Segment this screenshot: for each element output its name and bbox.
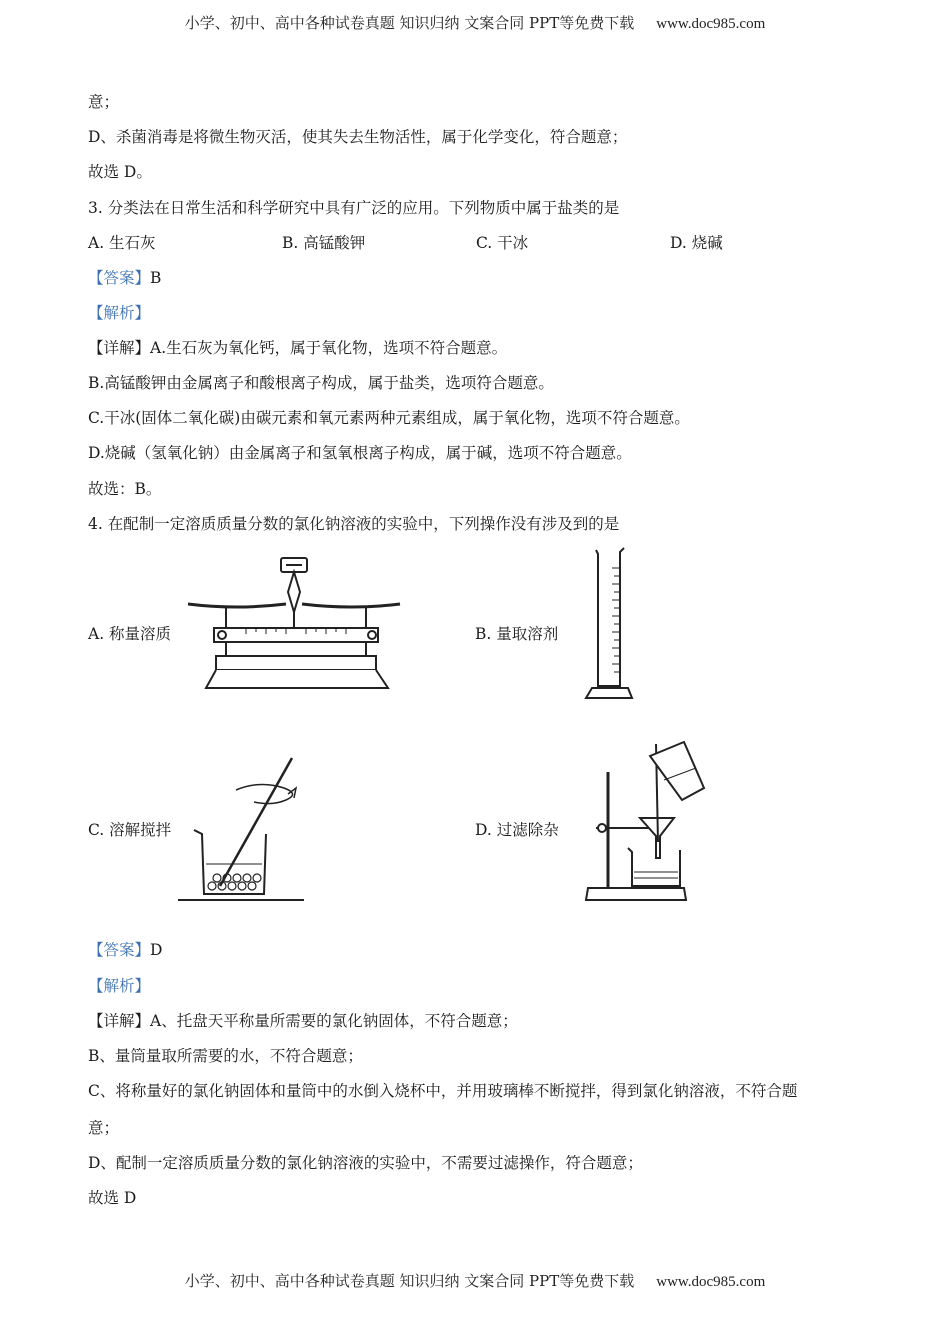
q3-option-c: C. 干冰 (476, 234, 529, 252)
question-3: 3. 分类法在日常生活和科学研究中具有广泛的应用。下列物质中属于盐类的是 (88, 199, 620, 217)
footer-title: 小学、初中、高中各种试卷真题 知识归纳 文案合同 PPT等免费下载 (184, 1272, 635, 1290)
page-header (0, 12, 950, 33)
question-4: 4. 在配制一定溶质质量分数的氯化钠溶液的实验中，下列操作没有涉及到的是 (88, 515, 620, 533)
detail-line: 故选：B。 (88, 480, 162, 498)
detail-line: C.干冰(固体二氧化碳)由碳元素和氧元素两种元素组成，属于氧化物，选项不符合题意。 (88, 409, 690, 427)
balance-icon (186, 552, 406, 697)
q4-option-b: B. 量取溶剂 (475, 625, 559, 643)
text-line: 意； (88, 93, 120, 111)
detail-line: B.高锰酸钾由金属离子和酸根离子构成，属于盐类，选项符合题意。 (88, 374, 554, 392)
detail-line: 意； (88, 1119, 120, 1137)
filtration-apparatus-icon (584, 738, 724, 906)
header-title: 小学、初中、高中各种试卷真题 知识归纳 文案合同 PPT等免费下载 (184, 14, 635, 32)
q3-option-d: D. 烧碱 (670, 234, 723, 252)
q4-option-a: A. 称量溶质 (88, 625, 172, 643)
q3-option-b: B. 高锰酸钾 (282, 234, 366, 252)
analysis-tag-4: 【解析】 (88, 977, 151, 995)
answer-4 (88, 938, 162, 960)
detail-line: B、量筒量取所需要的水，不符合题意； (88, 1047, 363, 1065)
detail-line: 【详解】A、托盘天平称量所需要的氯化钠固体，不符合题意； (88, 1012, 518, 1030)
header-site[interactable]: www.doc985.com (656, 16, 766, 32)
page-footer (0, 1270, 950, 1291)
q3-option-a: A. 生石灰 (88, 234, 156, 252)
detail-line: 故选 D (88, 1189, 137, 1207)
text-line: 故选 D。 (88, 163, 152, 181)
q4-option-d: D. 过滤除杂 (475, 821, 559, 839)
detail-line: C、将称量好的氯化钠固体和量筒中的水倒入烧杯中，并用玻璃棒不断搅拌，得到氯化钠溶液，不符合题 (88, 1082, 798, 1100)
footer-site[interactable]: www.doc985.com (656, 1274, 766, 1290)
detail-line: D、配制一定溶质质量分数的氯化钠溶液的实验中，不需要过滤操作，符合题意； (88, 1154, 643, 1172)
analysis-tag-3: 【解析】 (88, 304, 151, 322)
answer-tag: 【答案】 (88, 941, 151, 959)
beaker-stirring-icon (176, 754, 306, 904)
detail-line: D.烧碱（氢氧化钠）由金属离子和氢氧根离子构成，属于碱，选项不符合题意。 (88, 444, 632, 462)
q4-option-c: C. 溶解搅拌 (88, 821, 172, 839)
graduated-cylinder-icon (584, 546, 634, 701)
answer-3 (88, 266, 161, 288)
text-line: D、杀菌消毒是将微生物灭活，使其失去生物活性，属于化学变化，符合题意； (88, 128, 628, 146)
detail-line: 【详解】A.生石灰为氧化钙，属于氧化物，选项不符合题意。 (88, 339, 508, 357)
answer-value: D (150, 941, 163, 959)
answer-value: B (150, 269, 162, 287)
answer-tag: 【答案】 (88, 269, 151, 287)
